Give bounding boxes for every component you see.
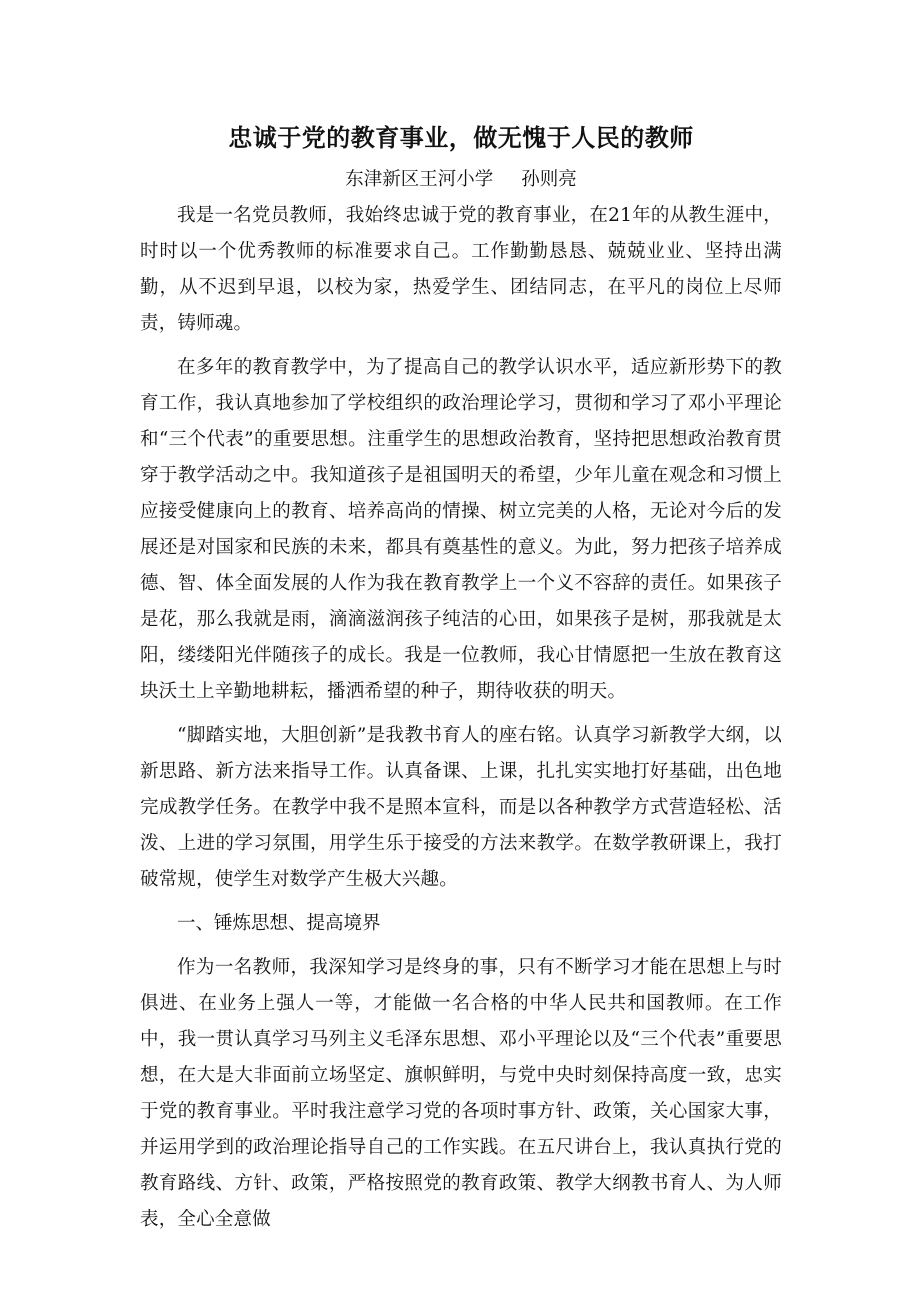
byline [140, 162, 782, 198]
section-paragraph: 作为一名教师，我深知学习是终身的事，只有不断学习才能在思想上与时俱进、在业务上强人一等，才能做一名合格的中华人民共和国教师。在工作中，我一贯认真学习马列主义毛泽东思想、邓小平理论以及“三个代表”重要思想，在大是大非面前立场坚定、旗帜鲜明，与党中央时刻保持高度一致，忠实于党的教育事业。平时我注意学习党的各项时事方针、政策，关心国家大事，并运用学到的政治理论指导自己的工作实践。在五尺讲台上，我认真执行党的教育路线、方针、政策，严格按照党的教育政策、教学大纲教书育人、为人师表，全心全意做 [140, 957, 782, 1230]
school-name: 东津新区王河小学 [345, 169, 494, 190]
section-heading: 一、锤炼思想、提高境界 [177, 913, 381, 934]
paragraph-2: 在多年的教育教学中，为了提高自己的教学认识水平，适应新形势下的教育工作，我认真地参加了学校组织的政治理论学习，贯彻和学习了邓小平理论和“三个代表”的重要思想。注重学生的思想政治教育，坚持把思想政治教育贯穿于教学活动之中。我知道孩子是祖国明天的希望，少年儿童在观念和习惯上应接受健康向上的教育、培养高尚的情操、树立完美的人格，无论对今后的发展还是对国家和民族的未来，都具有奠基性的意义。为此，努力把孩子培养成德、智、体全面发展的人作为我在教育教学上一个义不容辞的责任。如果孩子是花，那么我就是雨，滴滴滋润孩子纯洁的心田，如果孩子是树，那我就是太阳，缕缕阳光伴随孩子的成长。我是一位教师，我心甘情愿把一生放在教育这块沃土上辛勤地耕耘，播洒希望的种子，期待收获的明天。 [140, 357, 782, 702]
document-title: 忠诚于党的教育事业，做无愧于人民的教师 [228, 123, 694, 152]
document-page [140, 118, 782, 1246]
paragraph-3: “脚踏实地，大胆创新”是我教书育人的座右铭。认真学习新教学大纲，以新思路、新方法来指导工作。认真备课、上课，扎扎实实地打好基础，出色地完成教学任务。在教学中我不是照本宣科，而是以各种教学方式营造轻松、活泼、上进的学习氛围，用学生乐于接受的方法来教学。在数学教研课上，我打破常规，使学生对数学产生极大兴趣。 [140, 725, 782, 890]
paragraph-1: 我是一名党员教师，我始终忠诚于党的教育事业，在21年的从教生涯中，时时以一个优秀教师的标准要求自己。工作勤勤恳恳、兢兢业业、坚持出满勤，从不迟到早退，以校为家，热爱学生、团结同志，在平凡的岗位上尽师责，铸师魂。 [140, 205, 782, 334]
author-name: 孙则亮 [521, 169, 577, 190]
